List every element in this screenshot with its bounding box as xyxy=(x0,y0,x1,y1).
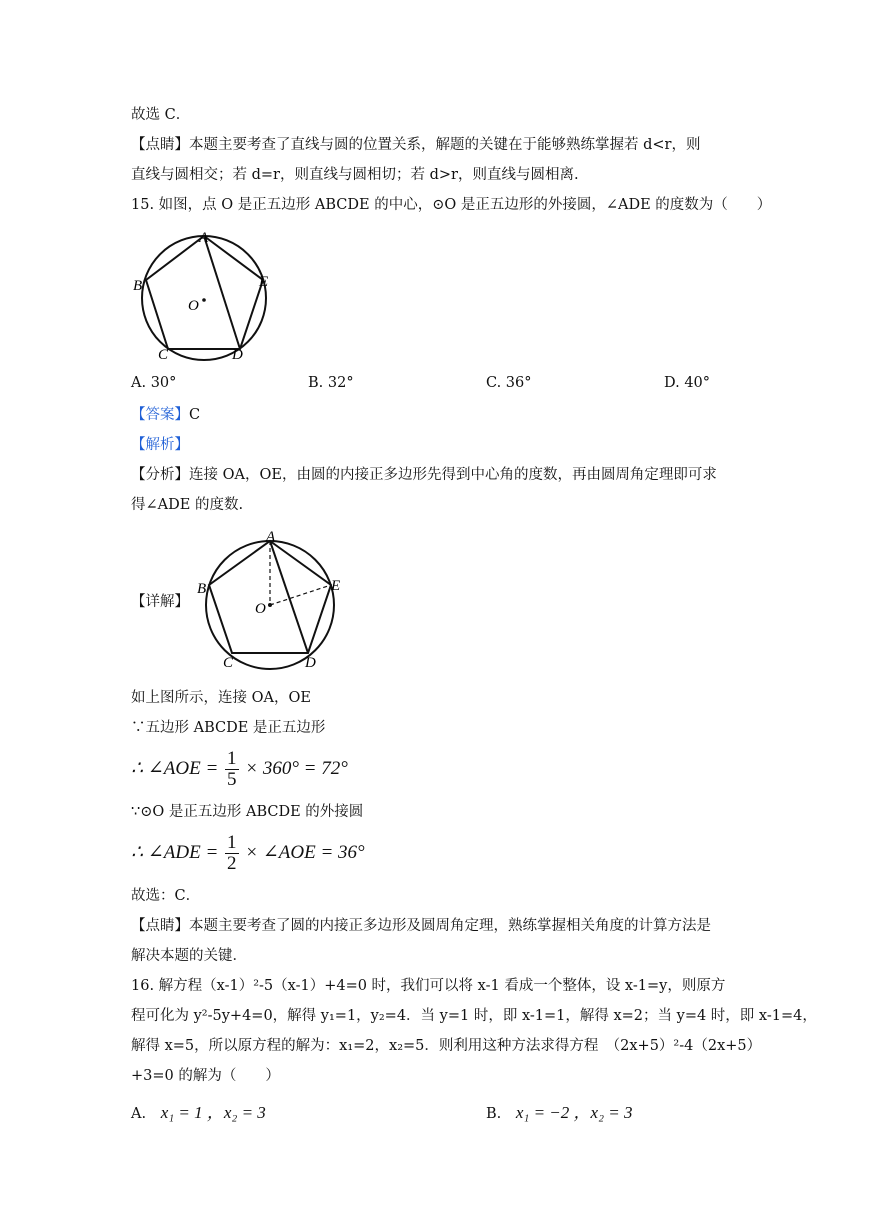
option-b[interactable]: B. 32° xyxy=(308,375,354,391)
option-a[interactable]: A. 30° xyxy=(131,375,177,391)
label-E: E xyxy=(331,578,341,594)
dianjing-line-1: 【点睛】本题主要考查了直线与圆的位置关系，解题的关键在于能够熟练掌握若 d<r，则 xyxy=(131,137,701,153)
label-O: O xyxy=(188,298,199,314)
q16-option-a-value: x₁ = 1 ，x₂ = 3 xyxy=(160,1103,266,1122)
question-16-line-4: +3=0 的解为（ ） xyxy=(131,1068,280,1084)
dianjing-line-2: 直线与圆相交；若 d=r，则直线与圆相切；若 d>r，则直线与圆相离. xyxy=(131,167,579,183)
eq2-prefix: ∴ ∠ADE = xyxy=(131,842,219,863)
eq1-prefix: ∴ ∠AOE = xyxy=(131,758,219,779)
label-D: D xyxy=(232,347,243,363)
detail-line-3: ∵⊙O 是正五边形 ABCDE 的外接圆 xyxy=(131,804,364,820)
q16-option-b-label: B. xyxy=(486,1106,502,1122)
q16-option-a[interactable] xyxy=(131,1098,266,1123)
answer-line xyxy=(131,405,200,425)
option-d[interactable]: D. 40° xyxy=(664,375,711,391)
label-O: O xyxy=(255,601,266,617)
question-16-line-2: 程可化为 y²-5y+4=0，解得 y₁=1，y₂=4．当 y=1 时，即 x-1=1，解得 x=2；当 y=4 时，即 x-1=4， xyxy=(131,1008,817,1024)
question-16-line-1: 16. 解方程（x-1）²-5（x-1）+4=0 时，我们可以将 x-1 看成一个整体，设 x-1=y，则原方 xyxy=(131,978,726,994)
pentagon-figure-2 xyxy=(193,528,353,673)
dianjing2-line-1: 【点睛】本题主要考查了圆的内接正多边形及圆周角定理，熟练掌握相关角度的计算方法是 xyxy=(131,918,711,934)
answer-value: C xyxy=(189,407,201,423)
label-A: A xyxy=(266,529,276,545)
question-15: 15. 如图，点 O 是正五边形 ABCDE 的中心，⊙O 是正五边形的外接圆，∠ADE 的度数为（ ） xyxy=(131,197,772,213)
q16-option-b[interactable] xyxy=(486,1098,632,1123)
label-D: D xyxy=(305,655,316,671)
text-line: 故选 C． xyxy=(131,107,191,123)
option-c[interactable]: C. 36° xyxy=(486,375,532,391)
label-E: E xyxy=(259,274,269,290)
equation-ade xyxy=(131,832,365,874)
detail-line-1: 如上图所示，连接 OA，OE xyxy=(131,690,311,706)
q16-option-b-value: x₁ = −2 ，x₂ = 3 xyxy=(515,1103,633,1122)
pentagon-figure-1 xyxy=(128,228,278,363)
analysis-label: 【解析】 xyxy=(131,437,189,453)
fenxi-line-1: 【分析】连接 OA，OE，由圆的内接正多边形先得到中心角的度数，再由圆周角定理即可求 xyxy=(131,467,717,483)
xiangjie-label: 【详解】 xyxy=(131,594,189,610)
label-B: B xyxy=(133,278,143,294)
eq2-suffix: × ∠AOE = 36° xyxy=(245,842,365,863)
label-B: B xyxy=(197,581,207,597)
equation-aoe xyxy=(131,748,348,790)
fraction-one-half: $\frac{1}{2}$ xyxy=(227,832,237,875)
label-C: C xyxy=(158,347,169,363)
label-A: A xyxy=(199,230,209,246)
fenxi-line-2: 得∠ADE 的度数. xyxy=(131,497,244,513)
dianjing2-line-2: 解决本题的关键． xyxy=(131,948,247,964)
detail-line-4: 故选：C． xyxy=(131,888,201,904)
eq1-suffix: × 360° = 72° xyxy=(245,758,348,779)
q16-option-a-label: A. xyxy=(131,1106,147,1122)
label-C: C xyxy=(223,655,234,671)
fraction-one-fifth: $\frac{1}{5}$ xyxy=(227,748,237,791)
question-16-line-3: 解得 x=5，所以原方程的解为：x₁=2，x₂=5．则利用这种方法求得方程 （2x+5）²-4（2x+5） xyxy=(131,1038,762,1054)
detail-line-2: ∵五边形 ABCDE 是正五边形 xyxy=(131,720,326,736)
answer-label: 【答案】 xyxy=(131,407,189,423)
